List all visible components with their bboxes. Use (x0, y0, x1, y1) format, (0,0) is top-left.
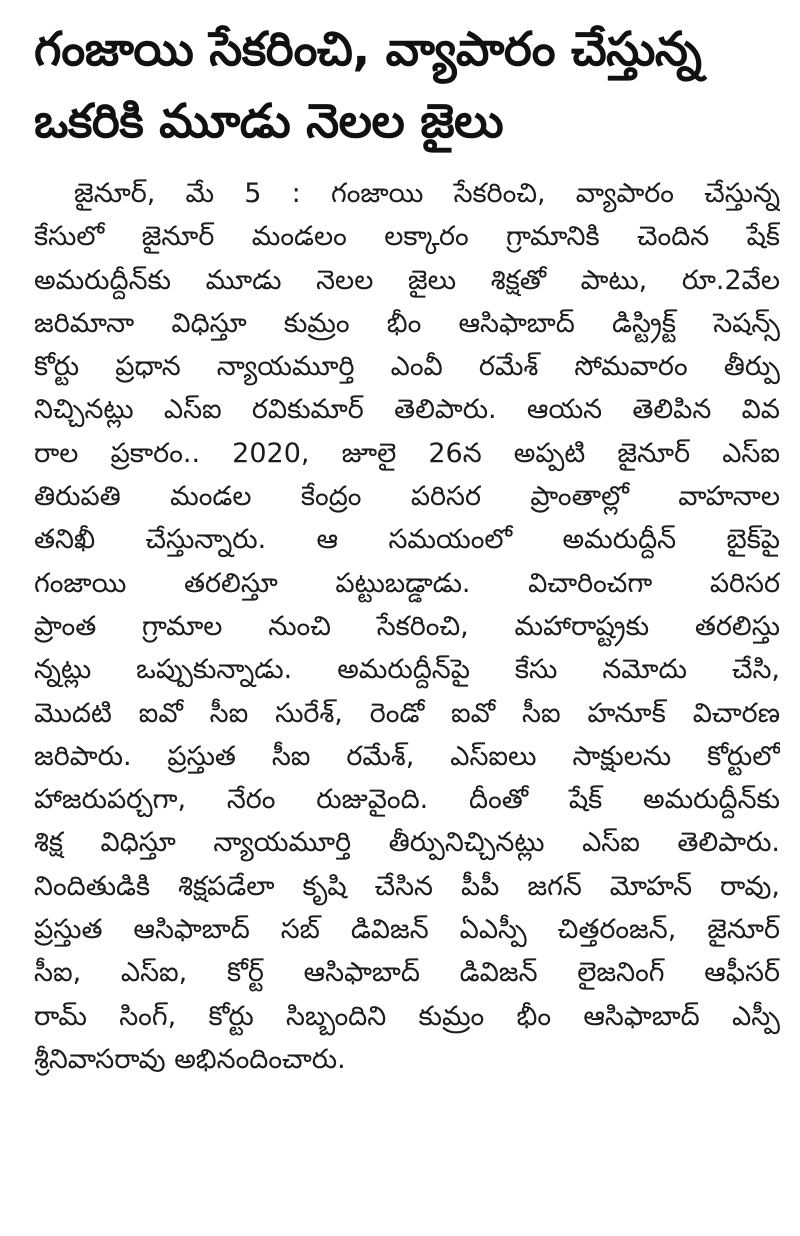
article-body (34, 172, 778, 1081)
article-line: తిరుపతి మండల కేంద్రం పరిసర ప్రాంతాల్లో వాహనాల (34, 481, 780, 513)
article-line: రామ్ సింగ్, కోర్టు సిబ్బందిని కుమ్రం భీం ఆసిఫాబాద్ ఎస్పీ (34, 1000, 780, 1032)
article-line: జరిపారు. ప్రస్తుత సీఐ రమేశ్, ఎస్ఐలు సాక్షులను కోర్టులో (34, 740, 780, 772)
article-line: జైనూర్, మే 5 : గంజాయి సేకరించి, వ్యాపారం చేస్తున్న (74, 178, 780, 209)
article-line: రాల ప్రకారం.. 2020, జూలై 26న అప్పటి జైనూర్ ఎస్ఐ (34, 437, 780, 469)
headline-line-2: ఒకరికి మూడు నెలల జైలు (34, 94, 504, 149)
article-line: కోర్టు ప్రధాన న్యాయమూర్తి ఎంవీ రమేశ్ సోమవారం తీర్పు (34, 351, 780, 383)
article-line: జరిమానా విధిస్తూ కుమ్రం భీం ఆసిఫాబాద్ డిస్ట్రిక్ట్ సెషన్స్ (34, 307, 780, 339)
article-line: ప్రాంత గ్రామాల నుంచి సేకరించి, మహారాష్ట్రకు తరలిస్తు (34, 610, 780, 642)
article-line: అమరుద్దీన్‌కు మూడు నెలల జైలు శిక్షతో పాటు, రూ.2వేల (34, 264, 780, 296)
article-line: తనిఖీ చేస్తున్నారు. ఆ సమయంలో అమరుద్దీన్ బైక్‌పై (34, 524, 780, 556)
article-line: నిందితుడికి శిక్షపడేలా కృషి చేసిన పీపీ జగన్ మోహన్ రావు, (34, 870, 780, 902)
article-line: గంజాయి తరలిస్తూ పట్టుబడ్డాడు. విచారించగా పరిసర (34, 567, 780, 599)
article-line: కేసులో జైనూర్ మండలం లక్కారం గ్రామానికి చెందిన షేక్ (34, 221, 780, 253)
article-line: శిక్ష విధిస్తూ న్యాయమూర్తి తీర్పునిచ్చినట్లు ఎస్ఐ తెలిపారు. (34, 827, 780, 859)
article-line: హాజరుపర్చగా, నేరం రుజువైంది. దీంతో షేక్ అమరుద్దీన్‌కు (34, 784, 780, 816)
headline (34, 14, 778, 158)
article-line: నిచ్చినట్లు ఎస్ఐ రవికుమార్ తెలిపారు. ఆయన తెలిపిన వివ (34, 394, 780, 426)
article-line: న్నట్లు ఒప్పుకున్నాడు. అమరుద్దీన్‌పై కేసు నమోదు చేసి, (34, 654, 780, 686)
article-line: సీఐ, ఎస్ఐ, కోర్ట్ ఆసిఫాబాద్ డివిజన్ లైజనింగ్ ఆఫీసర్ (34, 957, 780, 989)
article-line: ప్రస్తుత ఆసిఫాబాద్ సబ్ డివిజన్ ఏఎస్పీ చిత్తరంజన్, జైనూర్ (34, 914, 780, 946)
article-line: శ్రీనివాసరావు అభినందించారు. (34, 1043, 346, 1075)
article-line: మొదటి ఐవో సీఐ సురేశ్, రెండో ఐవో సీఐ హనూక్ విచారణ (34, 697, 780, 729)
headline-line-1: గంజాయి సేకరించి, వ్యాపారం చేస్తున్న (34, 22, 702, 77)
